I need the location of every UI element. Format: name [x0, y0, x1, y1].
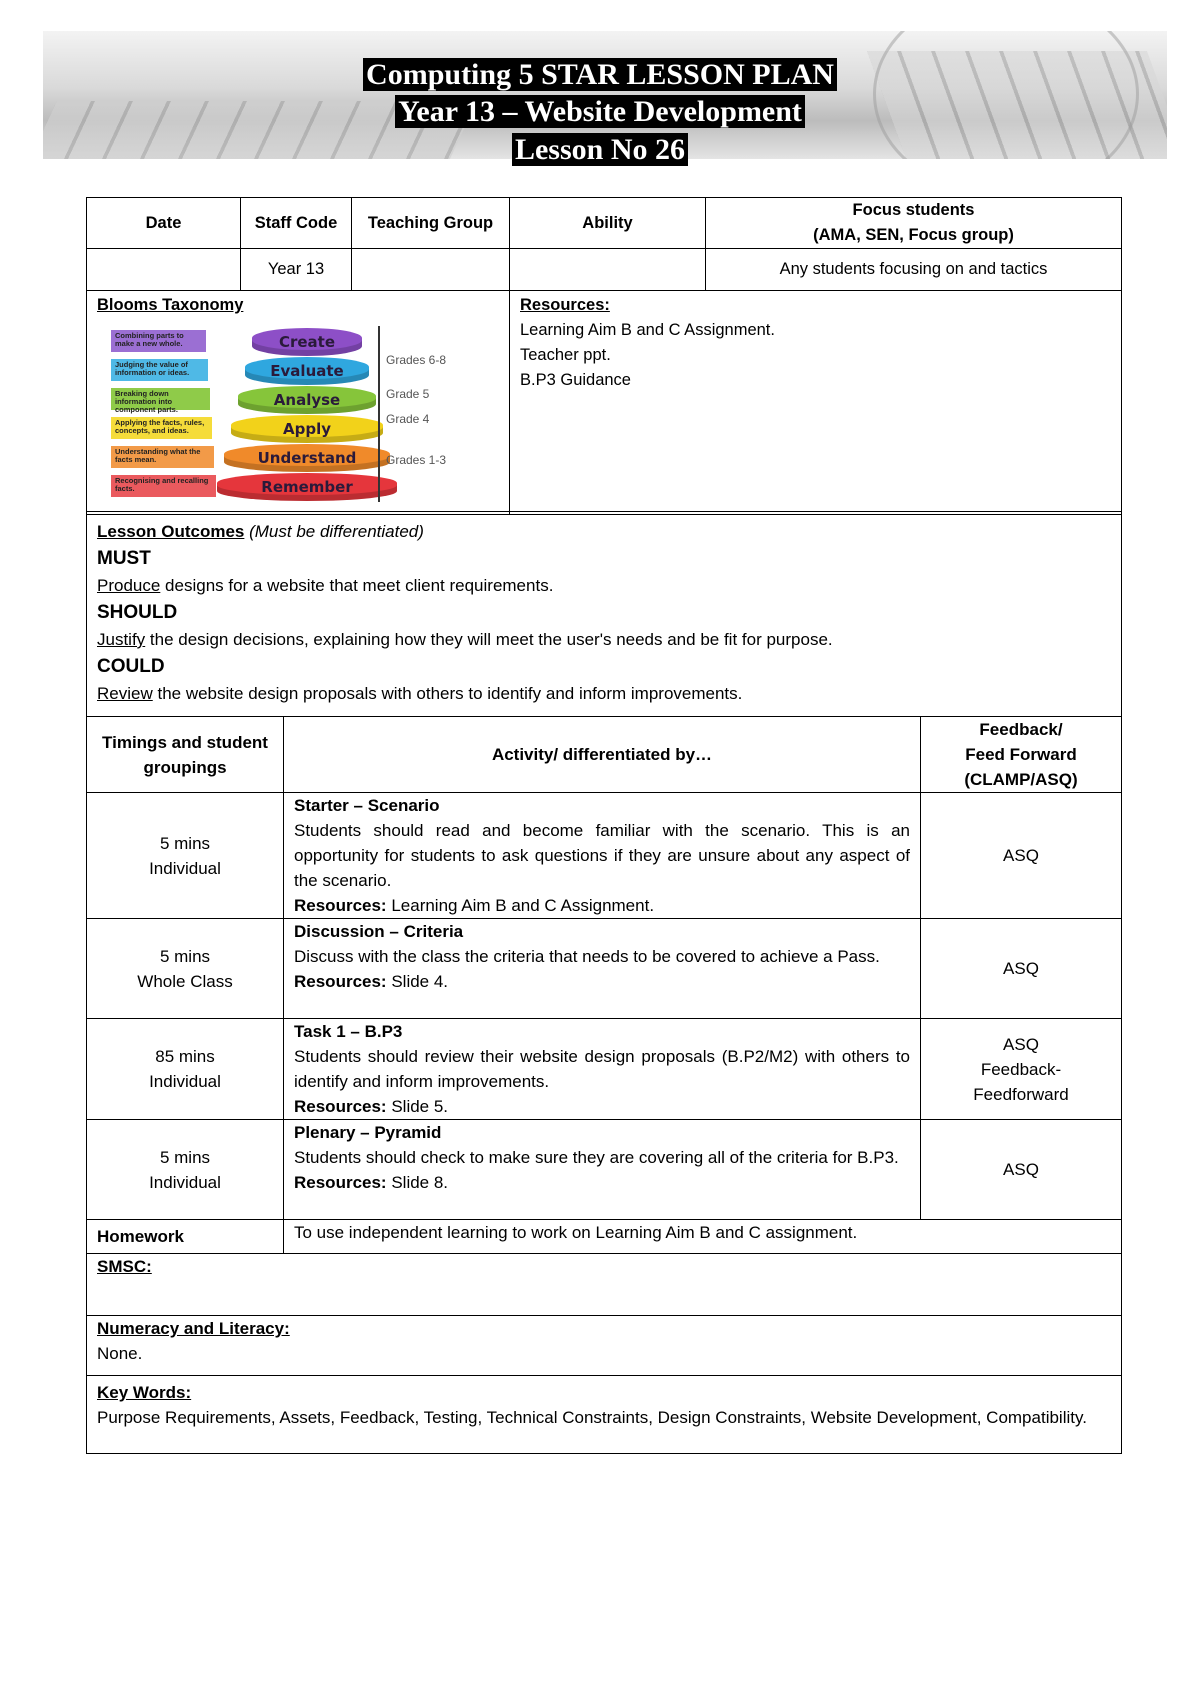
table-row	[87, 919, 1122, 1019]
homework-row	[87, 1220, 1122, 1254]
feedback-cell: ASQ	[921, 1120, 1122, 1220]
blooms-level-understand: Understand	[224, 444, 390, 472]
feedback-cell: ASQ	[921, 793, 1122, 919]
blooms-level-create: Create	[252, 328, 362, 356]
blooms-level-analyse: Analyse	[238, 386, 376, 414]
blooms-level-evaluate: Evaluate	[245, 357, 369, 385]
resource-item: Learning Aim B and C Assignment.	[520, 321, 775, 339]
grade-label: Grades 1-3	[386, 453, 447, 467]
title-line-3: Lesson No 26	[0, 133, 1200, 167]
outcomes-title: Lesson Outcomes	[97, 522, 245, 541]
lesson-info-table	[86, 197, 1122, 515]
could-outcome: Review the website design proposals with others to identify and inform improvements.	[97, 684, 743, 703]
resources-cell	[510, 291, 1122, 515]
blooms-level-description: Applying the facts, rules, concepts, and ideas.	[111, 417, 212, 439]
lesson-outcomes-cell	[87, 512, 1122, 717]
resource-item: B.P3 Guidance	[520, 371, 631, 389]
timing-cell: 5 mins Individual	[87, 1120, 284, 1220]
table-row	[87, 1120, 1122, 1220]
timing-cell: 5 mins Whole Class	[87, 919, 284, 1019]
key-words-label: Key Words:	[97, 1383, 192, 1402]
blooms-level-apply: Apply	[231, 415, 383, 443]
title-line-2: Year 13 – Website Development	[0, 95, 1200, 129]
lesson-plan-table	[86, 511, 1122, 1454]
timings-header: Timings and student groupings	[87, 717, 284, 793]
numeracy-text: None.	[97, 1344, 143, 1363]
resources-title: Resources:	[520, 296, 610, 314]
homework-label: Homework	[87, 1220, 284, 1254]
numeracy-label: Numeracy and Literacy:	[97, 1319, 290, 1338]
grade-label: Grades 6-8	[386, 353, 447, 367]
homework-text: To use independent learning to work on Learning Aim B and C assignment.	[284, 1220, 1122, 1254]
blooms-level-description: Breaking down information into component parts.	[111, 388, 210, 410]
activity-cell: Starter – Scenario Students should read and become familiar with the scenario. This is an opportunity for students to ask questions if they are unsure about any aspect of the scenario. Resources: Learning Aim B and C Assignment.	[284, 793, 921, 919]
resource-item: Teacher ppt.	[520, 346, 611, 364]
ability-header: Ability	[510, 198, 706, 249]
staff-code-header: Staff Code	[241, 198, 352, 249]
table-row	[87, 1019, 1122, 1120]
title-line-1: Computing 5 STAR LESSON PLAN	[0, 58, 1200, 92]
smsc-cell	[87, 1254, 1122, 1316]
blooms-level-description: Combining parts to make a new whole.	[111, 330, 206, 352]
activity-cell: Task 1 – B.P3 Students should review their website design proposals (B.P2/M2) with others to identify and inform improvements. Resources: Slide 5.	[284, 1019, 921, 1120]
should-heading: SHOULD	[97, 602, 178, 623]
outcomes-note: (Must be differentiated)	[249, 522, 424, 541]
activity-cell: Plenary – Pyramid Students should check to make sure they are covering all of the criteria for B.P3. Resources: Slide 8.	[284, 1120, 921, 1220]
focus-students-value: Any students focusing on and tactics	[706, 249, 1122, 291]
teaching-group-value	[352, 249, 510, 291]
date-value	[87, 249, 241, 291]
could-heading: COULD	[97, 656, 165, 677]
timing-cell: 5 mins Individual	[87, 793, 284, 919]
blooms-level-remember: Remember	[217, 473, 397, 501]
activity-header: Activity/ differentiated by…	[284, 717, 921, 793]
numeracy-literacy-cell	[87, 1316, 1122, 1376]
should-outcome: Justify the design decisions, explaining how they will meet the user's needs and be fit for purpose.	[97, 630, 833, 649]
blooms-pyramid	[97, 324, 487, 514]
key-words-text: Purpose Requirements, Assets, Feedback, Testing, Technical Constraints, Design Constraints, Website Development, Compatibility.	[97, 1408, 1087, 1427]
grade-label: Grade 4	[386, 412, 430, 426]
activity-cell: Discussion – Criteria Discuss with the class the criteria that needs to be covered to achieve a Pass. Resources: Slide 4.	[284, 919, 921, 1019]
key-words-cell	[87, 1376, 1122, 1454]
staff-code-value: Year 13	[241, 249, 352, 291]
grade-label: Grade 5	[386, 387, 430, 401]
feedback-cell: ASQ	[921, 919, 1122, 1019]
smsc-label: SMSC:	[97, 1257, 152, 1276]
must-outcome: Produce designs for a website that meet client requirements.	[97, 576, 554, 595]
blooms-level-description: Understanding what the facts mean.	[111, 446, 214, 468]
blooms-title: Blooms Taxonomy	[97, 296, 244, 314]
blooms-level-description: Recognising and recalling facts.	[111, 475, 216, 497]
blooms-level-description: Judging the value of information or ideas.	[111, 359, 208, 381]
feedback-cell: ASQ Feedback- Feedforward	[921, 1019, 1122, 1120]
date-header: Date	[87, 198, 241, 249]
timing-cell: 85 mins Individual	[87, 1019, 284, 1120]
feedback-header: Feedback/ Feed Forward (CLAMP/ASQ)	[921, 717, 1122, 793]
grade-axis	[378, 326, 380, 502]
teaching-group-header: Teaching Group	[352, 198, 510, 249]
must-heading: MUST	[97, 548, 151, 569]
table-row	[87, 793, 1122, 919]
focus-students-header: Focus students (AMA, SEN, Focus group)	[706, 198, 1122, 249]
blooms-taxonomy-cell	[87, 291, 510, 515]
ability-value	[510, 249, 706, 291]
